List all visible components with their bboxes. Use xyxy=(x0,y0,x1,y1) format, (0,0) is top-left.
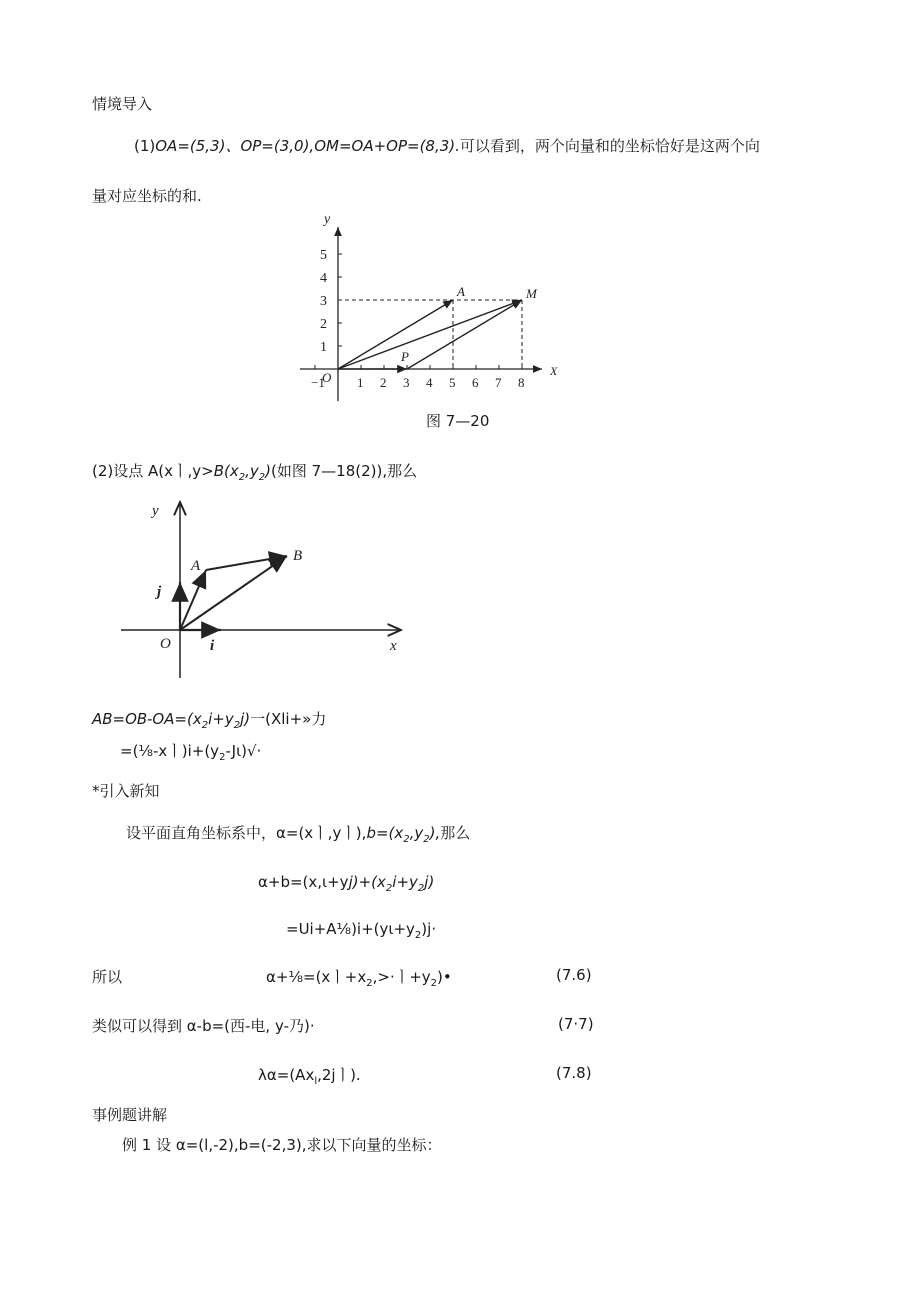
p1-formula: OA=(5,3)、OP=(3,0),OM=OA+OP=(8,3). xyxy=(155,137,460,155)
x-tick-label: 7 xyxy=(495,375,502,390)
point-label-a: A xyxy=(457,284,465,299)
ab2-sub: 2 xyxy=(219,752,226,763)
sum1-d: j) xyxy=(424,873,435,891)
x-axis-label: X xyxy=(550,364,558,378)
formula-7-8-number: (7.8) xyxy=(556,1064,592,1082)
formula-7-7: 类似可以得到 α-b=(西-电, y-乃)· xyxy=(92,1017,315,1035)
part2-b-point: B(x xyxy=(213,462,239,480)
ab1-a: AB=OB-OA=(x xyxy=(92,710,202,728)
p1-prefix: (1) xyxy=(134,137,156,155)
vector-om xyxy=(338,300,522,369)
therefore-label: 所以 xyxy=(92,968,123,986)
sum-line2 xyxy=(286,920,436,941)
y-tick-label: 1 xyxy=(320,340,327,355)
example-1: 例 1 设 α=(l,-2),b=(-2,3),求以下向量的坐标： xyxy=(122,1136,442,1154)
equation-ab-line1 xyxy=(92,708,326,731)
x-tick-label: 5 xyxy=(449,375,456,390)
formula-7-8 xyxy=(258,1064,361,1087)
fig2-y-label: y xyxy=(152,503,159,519)
figure-7-20 xyxy=(280,205,580,405)
f78-sub: l xyxy=(314,1076,318,1087)
setup-sub1: 2 xyxy=(403,834,410,845)
x-tick-label: 8 xyxy=(518,375,525,390)
y-tick-label: 3 xyxy=(320,294,327,309)
x-tick-label: 2 xyxy=(380,375,387,390)
setup-b: b=(x xyxy=(366,824,404,842)
fig2-i-label: i xyxy=(210,638,215,654)
y-tick-label: 4 xyxy=(320,271,327,286)
sum1-a: α+b=(x,ι+y xyxy=(258,873,349,891)
section-heading-intro: 情境导入 xyxy=(92,95,153,113)
f76-sub1: 2 xyxy=(366,978,373,989)
ab1-mid: i+y xyxy=(208,710,234,728)
setup-sub2: 2 xyxy=(423,834,430,845)
sum-line1 xyxy=(258,873,434,894)
sum1-c: i+y xyxy=(392,873,418,891)
vector-ab xyxy=(206,556,287,570)
part2-b-end: ) xyxy=(265,462,272,480)
fig2-b-label: B xyxy=(293,548,303,564)
fig2-origin-label: O xyxy=(160,636,171,652)
sum1-b: j)+(x xyxy=(348,873,386,891)
y-tick-label: 5 xyxy=(320,248,327,263)
formula-7-6-number: (7.6) xyxy=(556,966,592,984)
x-tick-label: 4 xyxy=(426,375,433,390)
x-tick-label: 6 xyxy=(472,375,479,390)
sum2-b: )j· xyxy=(421,920,437,938)
sum2-sub: 2 xyxy=(414,930,422,941)
sum1-sub2: 2 xyxy=(417,883,425,894)
f76-c: )• xyxy=(437,968,452,986)
part2-text-c: (如图 7—18(2)),那么 xyxy=(271,462,418,480)
sum1-sub1: 2 xyxy=(385,883,393,894)
ab1-end: j) xyxy=(240,710,251,728)
f76-b: ,>·ㅣ+y xyxy=(372,968,431,986)
fig2-j-label: j xyxy=(157,584,162,600)
part2-text-a: (2)设点 A(xㅣ,y> xyxy=(92,462,214,480)
section-heading-examples: 事例题讲解 xyxy=(92,1106,168,1124)
vector-pm xyxy=(407,300,522,369)
section-heading-new-knowledge: *引入新知 xyxy=(92,782,160,800)
p1-text: 可以看到，两个向量和的坐标恰好是这两个向 xyxy=(459,137,760,155)
equation-ab-line2 xyxy=(120,740,261,763)
x-tick-label: 3 xyxy=(403,375,410,390)
vector-oa xyxy=(338,300,453,369)
part2-b-sub2: 2 xyxy=(258,472,266,483)
f76-sub2: 2 xyxy=(430,978,438,989)
point-label-m: M xyxy=(526,286,537,301)
part2-b-sub1: 2 xyxy=(238,472,246,483)
f78-a: λα=(Ax xyxy=(258,1066,315,1084)
setup-text: 设平面直角坐标系中，α=(xㅣ,yㅣ), xyxy=(126,824,367,842)
sum2-a: =Ui+A⅛)i+(yι+y xyxy=(286,920,415,938)
formula-7-7-number: (7·7) xyxy=(558,1015,594,1033)
figure1-caption: 图 7—20 xyxy=(426,412,490,430)
x-tick-label: −1 xyxy=(311,375,325,390)
fig2-a-label: A xyxy=(191,558,201,574)
fig2-x-label: x xyxy=(390,638,397,654)
ab2-a: =(⅛-xㅣ)i+(y xyxy=(120,742,220,760)
y-axis-label: y xyxy=(324,212,331,227)
ab1-sub2: 2 xyxy=(233,720,241,731)
setup-line xyxy=(126,822,470,845)
formula-7-6 xyxy=(266,966,452,989)
paragraph-2: 量对应坐标的和. xyxy=(92,187,202,205)
f78-b: ,2jㅣ). xyxy=(317,1066,361,1084)
figure-vector-ab xyxy=(115,490,415,685)
f76-a: α+⅛=(xㅣ+x xyxy=(266,968,367,986)
setup-end: ), xyxy=(429,824,441,842)
ab1-sub1: 2 xyxy=(201,720,209,731)
ab1-rest: 一(Xli+»力 xyxy=(250,710,327,728)
point-label-p: P xyxy=(401,349,409,364)
setup-mid: ,y xyxy=(409,824,424,842)
paragraph-1 xyxy=(134,135,760,156)
part2-b-mid: ,y xyxy=(245,462,259,480)
x-tick-label: 1 xyxy=(357,375,364,390)
origin-label: O xyxy=(322,370,332,385)
part2-text xyxy=(92,460,417,483)
y-tick-label: 2 xyxy=(320,317,327,332)
setup-tail: 那么 xyxy=(440,824,471,842)
ab2-end: -Jι)√· xyxy=(225,742,262,760)
